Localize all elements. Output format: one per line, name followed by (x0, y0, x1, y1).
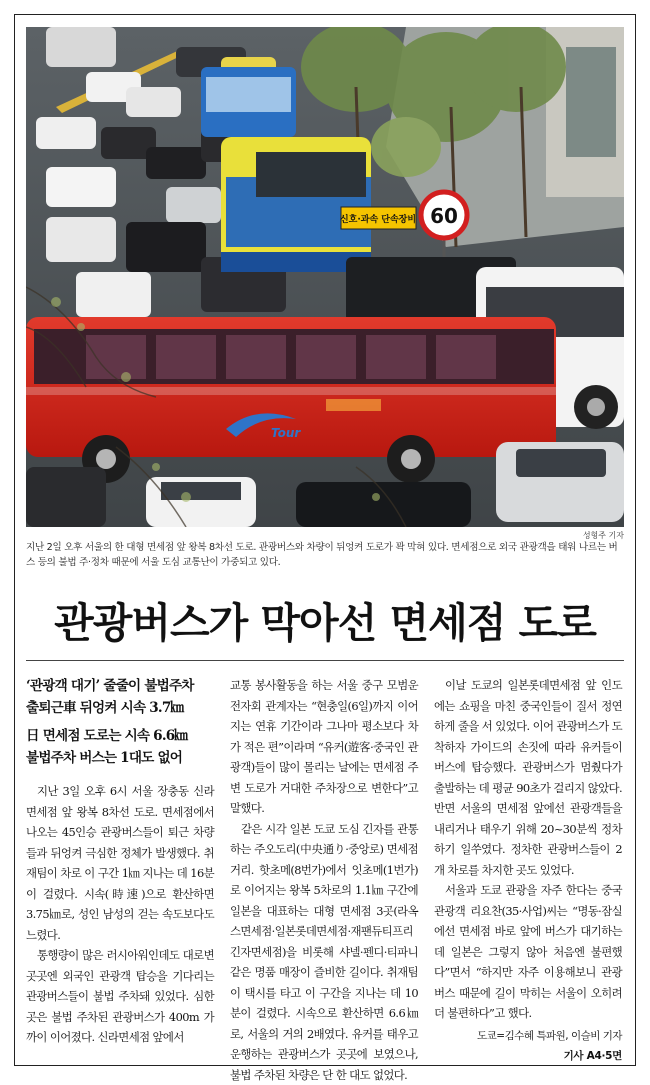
subheadline-line: 출퇴근車 뒤엉켜 시속 3.7㎞ (26, 697, 214, 719)
subheadline-line: 日 면세점 도로는 시속 6.6㎞ (26, 725, 214, 747)
subheadline-line: ‘관광객 대기’ 줄줄이 불법주차 (26, 675, 214, 697)
sign-banner-text: 신호·과속 단속장비 (340, 213, 416, 225)
photo-caption: 지난 2일 오후 서울의 한 대형 면세점 앞 왕복 8차선 도로. 관광버스와 차량이 뒤엉켜 도로가 꽉 막혀 있다. 면세점으로 외국 관광객을 태워 나르는 버스 등의 불법 주·정차 때문에 서울 도심 교통난이 가중되고 있다. (26, 540, 624, 570)
body-paragraph: 교통 봉사활동을 하는 서울 중구 모범운전자회 관계자는 “현충일(6일)까지 이어지는 연휴 기간이라 그나마 평소보다 차가 적은 편”이라며 “유커(遊客·중국인 관광객)들이 많이 몰리는 날에는 면세점 주변 도로가 거대한 주차장으로 변한다”고 말했다. (230, 675, 418, 819)
subheadline-1 (26, 675, 214, 719)
news-photo (26, 27, 624, 527)
column-2 (230, 675, 418, 1085)
page-reference: 기사 A4·5면 (434, 1046, 622, 1067)
column-1 (26, 675, 214, 1048)
headline: 관광버스가 막아선 면세점 도로 (26, 590, 624, 649)
photo-credit: 성형주 기자 (540, 530, 624, 541)
body-paragraph: 지난 3일 오후 6시 서울 장충동 신라면세점 앞 왕복 8차선 도로. 면세점에서 나오는 45인승 관광버스들이 퇴근 차량들과 뒤엉켜 극심한 정체가 발생했다. 취재팀이 차로 이 구간 1㎞ 지나는 데 16분이 걸렸다. 시속(時速)으로 환산하면 3.75㎞로, 성인 남성의 걷는 속도보다도 느렸다. (26, 781, 214, 945)
body-paragraph: 통행량이 많은 러시아워인데도 대로변 곳곳엔 외국인 관광객 탑승을 기다리는 관광버스들이 불법 주차돼 있었다. 심한 곳은 불법 주차된 관광버스가 400m 가까이 이어졌다. 신라면세점 앞에서 (26, 945, 214, 1048)
body-paragraph: 이날 도쿄의 일본롯데면세점 앞 인도에는 쇼핑을 마친 중국인들이 질서 정연하게 줄을 서 있었다. 이어 관광버스가 도착하자 가이드의 손짓에 따라 유커들이 버스에 탑승했다. 관광버스가 멈췄다가 출발하는 데 평균 90초가 걸리지 않았다. 반면 서울의 면세점 앞에선 관광객들을 내리거나 태우기 위해 20~30분씩 정차하기 일쑤였다. 정차한 관광버스들이 2개 차로를 차지한 곳도 있었다. (434, 675, 622, 880)
body-paragraph: 서울과 도쿄 관광을 자주 한다는 중국 관광객 리요찬(35·사업)씨는 “명동·잠실에선 면세점 바로 앞에 버스가 대기하는데 일본은 그렇지 않아 처음엔 불편했다”면서 “하지만 자주 이용해보니 관광버스 때문에 길이 막히는 서울이 오히려 더 불편하다”고 했다. (434, 880, 622, 1024)
column-3 (434, 675, 622, 1067)
body-paragraph: 같은 시각 일본 도쿄 도심 긴자를 관통하는 주오도리(中央通り·중앙로) 면세점 거리. 핫초메(8번가)에서 잇초메(1번가)로 이어지는 왕복 5차로의 1.1㎞ 구간에 일본을 대표하는 대형 면세점 3곳(라옥스면세점·일본롯데면세점·재팬듀티프리긴자면세점)을 비롯해 샤넬·펜디·티파니 같은 명품 매장이 즐비한 길이다. 취재팀이 택시를 타고 이 구간을 지나는 데 10분이 걸렸다. 시속으로 환산하면 6.6㎞로, 서울의 거의 2배였다. 유커를 태우고 운행하는 관광버스가 곳곳에 보였으나, 불법 주차된 차량은 단 한 대도 없었다. (230, 819, 418, 1085)
subheadline-2 (26, 725, 214, 769)
speed-limit-text: 60 (430, 204, 458, 228)
bus-logo-text: Tour (271, 426, 301, 440)
divider (26, 660, 624, 661)
subheadline-line: 불법주차 버스는 1대도 없어 (26, 747, 214, 769)
byline: 도쿄=김수혜 특파원, 이슬비 기자 (434, 1026, 622, 1047)
